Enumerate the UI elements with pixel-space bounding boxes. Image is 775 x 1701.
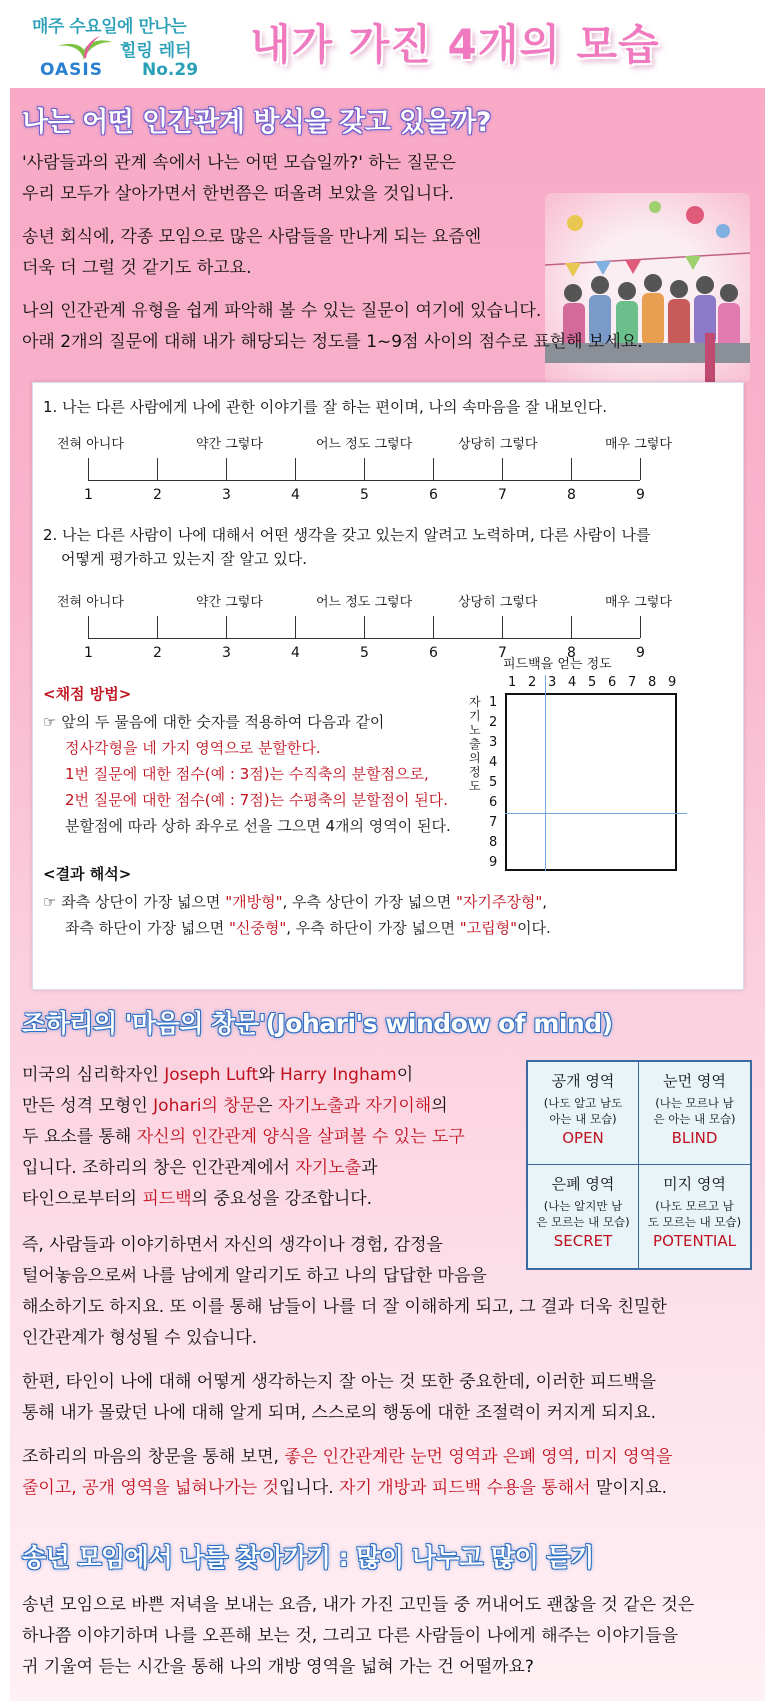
scale-number: 2	[153, 645, 162, 661]
grid-row-number: 5	[489, 775, 498, 790]
scale-tick	[157, 458, 158, 480]
scale-label-1: 전혀 아니다	[57, 595, 124, 610]
scale-axis	[88, 638, 640, 639]
scale-label-5: 매우 그렇다	[605, 437, 672, 452]
text: 과	[361, 1158, 378, 1178]
result-text: , 우측 상단이 가장 넓으면	[282, 893, 456, 911]
cell-desc: 도 모르는 내 모습)	[647, 1215, 742, 1229]
cell-english: BLIND	[671, 1129, 718, 1147]
scoring-title: <채점 방법>	[43, 685, 132, 703]
grid-side-label: 자기 노출의 정도	[469, 695, 481, 793]
scoring-line-4: 2번 질문에 대한 점수(예 : 7점)는 수평축의 분할점이 된다.	[65, 791, 449, 809]
scale-tick	[295, 616, 296, 638]
scale-number: 5	[360, 645, 369, 661]
emphasis: 좋은 인간관계란 눈먼 영역과 은폐 영역, 미지 영역을	[284, 1447, 673, 1467]
grid-col-number: 1	[508, 675, 517, 690]
result-text: 이다.	[517, 919, 551, 937]
emphasis: 자기 개방과 피드백 수용을 통해서	[339, 1478, 591, 1498]
text: 의 중요성을 강조합니다.	[191, 1189, 373, 1209]
scale-number: 8	[567, 645, 576, 661]
scoring-line-5: 분할점에 따라 상하 좌우로 선을 그으면 4개의 영역이 된다.	[65, 817, 451, 835]
text: 입니다.	[278, 1478, 340, 1498]
letter-header	[0, 0, 775, 88]
johari-p2-line-2: 털어놓음으로써 나를 남에게 알리기도 하고 나의 답답한 마음을	[22, 1266, 487, 1286]
scale-number: 1	[84, 487, 93, 503]
text: 입니다. 조하리의 창은 인간관계에서	[22, 1158, 296, 1178]
johari-p3-line-1: 한편, 타인이 나에 대해 어떻게 생각하는지 잘 아는 것 또한 중요한데, 이러한 피드백을	[22, 1372, 657, 1392]
scale-number: 7	[498, 487, 507, 503]
johari-cell-secret	[528, 1165, 639, 1268]
scale-tick	[571, 458, 572, 480]
johari-grid-square	[505, 693, 677, 871]
johari-cell-blind	[639, 1062, 750, 1165]
grid-horizontal-split	[505, 813, 687, 814]
cell-english: OPEN	[562, 1129, 604, 1147]
logo-subtitle: 힐링 레터	[120, 41, 192, 61]
name-ingham: Harry Ingham	[280, 1065, 397, 1085]
grid-col-number: 6	[608, 675, 617, 690]
johari-line-5	[22, 1184, 372, 1215]
intro-paragraph-1-line-1: '사람들과의 관계 속에서 나는 어떤 모습일까?' 하는 질문은	[22, 153, 456, 173]
intro-paragraph-3-line-1: 나의 인간관계 유형을 쉽게 파악해 볼 수 있는 질문이 여기에 있습니다.	[22, 301, 542, 321]
scale-label-2: 약간 그렇다	[196, 437, 263, 452]
survey-box	[32, 382, 744, 990]
intro-paragraph-3-line-2: 아래 2개의 질문에 대해 내가 해당되는 정도를 1~9점 사이의 점수로 표현해 보세요.	[22, 332, 643, 352]
cell-desc: 은 모르는 내 모습)	[536, 1215, 630, 1229]
scale-number: 3	[222, 487, 231, 503]
cell-desc: 은 아는 내 모습)	[653, 1112, 736, 1126]
scale-number: 6	[429, 487, 438, 503]
question-1: 1. 나는 다른 사람에게 나에 관한 이야기를 잘 하는 편이며, 나의 속마음을 잘 내보인다.	[43, 398, 608, 416]
text: 은	[256, 1096, 278, 1116]
johari-p4-line-1	[22, 1442, 672, 1473]
scale-number: 8	[567, 487, 576, 503]
johari-p2-line-1: 즉, 사람들과 이야기하면서 자신의 생각이나 경험, 감정을	[22, 1235, 443, 1255]
scoring-line-2: 정사각형을 네 가지 영역으로 분할한다.	[65, 739, 321, 757]
scale-number: 4	[291, 645, 300, 661]
scale-tick	[571, 616, 572, 638]
scale-tick	[364, 458, 365, 480]
grid-row-number: 3	[489, 735, 498, 750]
cell-english: POTENTIAL	[653, 1232, 736, 1250]
johari-line-3	[22, 1122, 465, 1153]
text: 만든 성격 모형인	[22, 1096, 154, 1116]
question-2-line-1: 2. 나는 다른 사람이 나에 대해서 어떤 생각을 갖고 있는지 알려고 노력하며, 다른 사람이 나를	[43, 526, 651, 544]
scale-tick	[88, 616, 89, 638]
scale-tick	[226, 616, 227, 638]
cell-english: SECRET	[553, 1232, 613, 1250]
issue-number: No.29	[142, 60, 199, 80]
emphasis: 자기노출과 자기이해	[278, 1096, 432, 1116]
grid-col-number: 3	[548, 675, 557, 690]
text: 미국의 심리학자인	[22, 1065, 165, 1085]
scale-number: 9	[636, 645, 645, 661]
cell-title: 은폐 영역	[551, 1175, 615, 1193]
johari-p2-line-3: 해소하기도 하지요. 또 이를 통해 남들이 나를 더 잘 이해하게 되고, 그 결과 더욱 친밀한	[22, 1297, 667, 1317]
intro-paragraph-2-line-1: 송년 회식에, 각종 모임으로 많은 사람들을 만나게 되는 요즘엔	[22, 227, 482, 247]
type-isolated: "고립형"	[459, 919, 518, 937]
logo-brand: OASIS	[40, 60, 103, 80]
emphasis: 자기노출	[295, 1158, 362, 1178]
grid-col-number: 2	[528, 675, 537, 690]
scale-number: 5	[360, 487, 369, 503]
closing-line-2: 하나쯤 이야기하며 나를 오픈해 보는 것, 그리고 다른 사람들이 나에게 해주는 이야기들을	[22, 1626, 679, 1646]
text: 와	[258, 1065, 281, 1085]
type-cautious: "신중형"	[228, 919, 287, 937]
grid-vertical-split	[545, 675, 546, 871]
closing-line-1: 송년 모임으로 바쁜 저녁을 보내는 요즘, 내가 가진 고민들 중 꺼내어도 괜찮을 것 같은 것은	[22, 1595, 695, 1615]
result-line-2	[65, 915, 551, 941]
result-text: ☞ 좌측 상단이 가장 넓으면	[43, 893, 226, 911]
grid-top-label: 피드백을 얻는 정도	[503, 657, 612, 672]
grid-row-number: 1	[489, 695, 498, 710]
page-title: 내가 가진 4개의 모습	[250, 20, 660, 69]
cell-desc: 아는 내 모습)	[549, 1112, 617, 1126]
scale-tick	[88, 458, 89, 480]
cell-desc: (나는 모르나 남	[655, 1096, 734, 1110]
type-open: "개방형"	[225, 893, 283, 911]
cell-title: 눈먼 영역	[663, 1072, 726, 1090]
grid-col-number: 7	[628, 675, 637, 690]
scale-label-3: 어느 정도 그렇다	[316, 437, 413, 452]
grid-row-number: 9	[489, 855, 498, 870]
scoring-line-1: ☞ 앞의 두 물음에 대한 숫자를 적용하여 다음과 같이	[43, 713, 385, 731]
grid-col-number: 5	[588, 675, 597, 690]
oasis-logo	[22, 8, 207, 86]
johari-cell-open	[528, 1062, 639, 1165]
section-title-relationship: 나는 어떤 인간관계 방식을 갖고 있을까?	[22, 107, 491, 138]
scale-tick	[502, 458, 503, 480]
result-line-1	[43, 889, 547, 915]
cell-title: 미지 영역	[663, 1175, 726, 1193]
cell-title: 공개 영역	[551, 1072, 615, 1090]
section-title-year-end: 송년 모임에서 나를 찾아가기 : 많이 나누고 많이 듣기	[22, 1543, 594, 1572]
grid-col-number: 4	[568, 675, 577, 690]
scale-label-2: 약간 그렇다	[196, 595, 263, 610]
scale-label-4: 상당히 그렇다	[458, 595, 538, 610]
grid-col-number: 8	[648, 675, 657, 690]
intro-paragraph-2-line-2: 더욱 더 그럴 것 같기도 하고요.	[22, 258, 252, 278]
intro-paragraph-1-line-2: 우리 모두가 살아가면서 한번쯤은 떠올려 보았을 것입니다.	[22, 184, 454, 204]
scale-number: 6	[429, 645, 438, 661]
grid-row-number: 2	[489, 715, 498, 730]
scale-tick	[364, 616, 365, 638]
cell-desc: (나도 알고 남도	[543, 1096, 623, 1110]
johari-p3-line-2: 통해 내가 몰랐던 나에 대해 알게 되며, 스스로의 행동에 대한 조절력이 커지게 되지요.	[22, 1403, 657, 1423]
johari-cell-potential	[639, 1165, 750, 1268]
question-2-line-2: 어떻게 평가하고 있는지 잘 알고 있다.	[61, 550, 307, 568]
grid-row-number: 8	[489, 835, 498, 850]
scale-label-3: 어느 정도 그렇다	[316, 595, 413, 610]
emphasis: 줄이고, 공개 영역을 넓혀나가는 것	[22, 1478, 279, 1498]
johari-p4-line-2	[22, 1473, 667, 1504]
johari-line-1	[22, 1060, 413, 1091]
johari-line-4	[22, 1153, 378, 1184]
scale-number: 2	[153, 487, 162, 503]
text: 이	[396, 1065, 414, 1085]
scale-number: 9	[636, 487, 645, 503]
section-title-johari: 조하리의 '마음의 창문'(Johari's window of mind)	[22, 1009, 613, 1038]
palm-leaf-icon	[54, 36, 114, 60]
scale-tick	[640, 616, 641, 638]
scale-tick	[433, 458, 434, 480]
cell-desc: (나도 모르고 남	[655, 1199, 734, 1213]
text: 두 요소를 통해	[22, 1127, 137, 1147]
grid-row-number: 4	[489, 755, 498, 770]
scale-axis	[88, 480, 640, 481]
text: 타인으로부터의	[22, 1189, 143, 1209]
scale-tick	[433, 616, 434, 638]
scale-tick	[640, 458, 641, 480]
scale-label-1: 전혀 아니다	[57, 437, 124, 452]
grid-row-number: 7	[489, 815, 498, 830]
text: 의	[431, 1096, 448, 1116]
scale-tick	[226, 458, 227, 480]
scale-tick	[157, 616, 158, 638]
emphasis: Johari의 창문	[153, 1096, 257, 1116]
scale-tick	[502, 616, 503, 638]
emphasis: 피드백	[142, 1189, 192, 1209]
cell-desc: (나는 알지만 남	[543, 1199, 623, 1213]
text: 조하리의 마음의 창문을 통해 보면,	[22, 1447, 285, 1467]
result-title: <결과 해석>	[43, 865, 132, 883]
scale-number: 3	[222, 645, 231, 661]
closing-line-3: 귀 기울여 듣는 시간을 통해 나의 개방 영역을 넓혀 가는 건 어떨까요?	[22, 1657, 534, 1677]
result-text: , 우측 하단이 가장 넓으면	[286, 919, 460, 937]
emphasis: 자신의 인간관계 양식을 살펴볼 수 있는 도구	[136, 1127, 465, 1147]
type-assertive: "자기주장형"	[456, 893, 543, 911]
scale-label-5: 매우 그렇다	[605, 595, 672, 610]
scale-label-4: 상당히 그렇다	[458, 437, 538, 452]
name-luft: Joseph Luft	[164, 1065, 259, 1085]
scoring-line-3: 1번 질문에 대한 점수(예 : 3점)는 수직축의 분할점으로,	[65, 765, 429, 783]
text: 말이지요.	[590, 1478, 668, 1498]
scale-number: 1	[84, 645, 93, 661]
grid-col-number: 9	[668, 675, 677, 690]
result-text: ,	[542, 893, 548, 911]
scale-tick	[295, 458, 296, 480]
johari-line-2	[22, 1091, 448, 1122]
johari-p2-line-4: 인간관계가 형성될 수 있습니다.	[22, 1328, 258, 1348]
scale-number: 7	[498, 645, 507, 661]
scale-number: 4	[291, 487, 300, 503]
result-text: 좌측 하단이 가장 넓으면	[65, 919, 229, 937]
grid-row-number: 6	[489, 795, 498, 810]
johari-window-table	[526, 1060, 752, 1270]
logo-tagline: 매주 수요일에 만나는	[32, 17, 187, 37]
